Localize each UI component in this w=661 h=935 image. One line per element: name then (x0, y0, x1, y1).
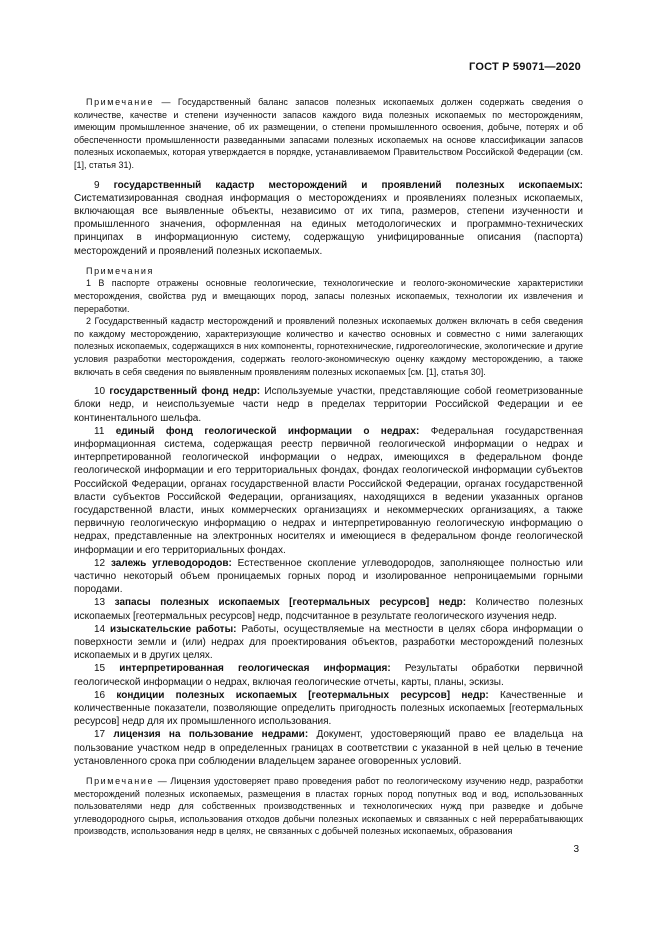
term-definition: Документ, удостоверяющий право ее владельца на пользование участком недр в определенных границах в соответствии с указанной в ней целью в течение установленного срока при соблюдении владельцем заранее оговоренных условий. (74, 729, 583, 767)
document-code: ГОСТ Р 59071—2020 (469, 61, 581, 73)
term-17 (74, 728, 583, 768)
term-number: 14 (94, 623, 106, 635)
page-number: 3 (573, 844, 579, 855)
term-name: изыскательские работы: (110, 623, 237, 635)
note-text: — Государственный баланс запасов полезных ископаемых должен содержать сведения о количестве, качестве и степени изученности запасов каждого вида полезных ископаемых по месторождениям, имеющим промышленное значение, об их размещении, о степени промышленного освоения, добыче, потерях и об обеспеченности промышленности разведанными запасами полезных ископаемых на основе классификации запасов полезных ископаемых, которая утверждается в порядке, устанавливаемом Правительством Российской Федерации (см. [1], статья 31). (74, 97, 583, 170)
term-number: 16 (94, 689, 106, 701)
note-item-1: 1 В паспорте отражены основные геологические, технологические и геолого-экономические характеристики месторождения, свойства руд и вмещающих пород, запасы полезных ископаемых, технологии их извлечения и переработки. (74, 278, 583, 314)
term-name: лицензия на пользование недрами: (113, 729, 309, 741)
document-body (74, 96, 583, 845)
term-number: 9 (94, 179, 100, 191)
term-name: интерпретированная геологическая информация: (119, 663, 391, 675)
term-definition: Количество полезных ископаемых [геотермальных ресурсов] недр, подсчитанное в результате геологического изучения недр. (74, 597, 583, 622)
note-item-2: 2 Государственный кадастр месторождений и проявлений полезных ископаемых должен включать в себя сведения по каждому месторождению, характеризующие количество и качество основных и совместно с ними залегающих полезных ископаемых, содержащихся в них компоненты, горнотехнические, гидрогеологические, экологические и другие условия разработки месторождения, содержать геолого-экономическую оценку каждому месторождению, а также включать в себя сведения по выявленным проявлениям полезных ископаемых [см. [1], статья 30]. (74, 316, 583, 377)
term-10 (74, 385, 583, 425)
term-definition: Работы, осуществляемые на местности в целях сбора информации о поверхности земли и (или) недрах для проектирования объектов, разработки месторождений полезных ископаемых и в других целях. (74, 623, 584, 662)
note-label: Примечание (86, 776, 155, 787)
term-14 (74, 623, 583, 663)
term-name: единый фонд геологической информации о недрах: (115, 425, 420, 437)
note-top (74, 96, 583, 172)
term-definition: Результаты обработки первичной геологической информации о недрах, включая геологические отчеты, карты, планы, эскизы. (74, 663, 584, 688)
term-12 (74, 557, 583, 597)
term-name: залежь углеводородов: (110, 557, 232, 569)
term-15 (74, 662, 583, 688)
term-number: 17 (94, 729, 106, 741)
term-name: государственный фонд недр: (109, 386, 261, 398)
note-label: Примечание (86, 97, 155, 107)
term-number: 15 (94, 663, 106, 675)
term-number: 12 (94, 557, 106, 569)
term-definition: Естественное скопление углеводородов, заполняющее полностью или частично некоторый объем проницаемых горных пород и изолированное непроницаемыми горными породами. (74, 557, 584, 596)
term-name: государственный кадастр месторождений и проявлений полезных ископаемых: (113, 179, 583, 191)
term-9 (74, 179, 583, 258)
term-name: запасы полезных ископаемых [геотермальных ресурсов] недр: (114, 597, 467, 609)
note-bottom (74, 775, 583, 838)
term-definition: Федеральная государственная информационная система, содержащая реестр первичной геологической информации о недрах и интерпретированной геологической информации о недрах, имеющихся в федеральном фонде геологической информации и его территориальных фондах, фондах геологической информации субъектов Российской Федерации, органах государственной власти Российской Федерации, органах государственной власти субъектов Российской Федерации, организациях, находящихся в ведении указанных органов государственной власти, иных коммерческих организациях и некоммерческих организациях, а также первичную геологическую информацию о недрах и интерпретированную геологическую информацию о недрах, представленные на электронных носителях и имеющиеся в федеральном фонде геологической информации и его территориальных фондах. (74, 425, 584, 556)
term-definition: Используемые участки, представляющие собой геометризованные блоки недр, и неиспользуемые части недр в пределах территории Российской Федерации и ее континентального шельфа. (74, 386, 584, 424)
term-number: 11 (94, 425, 105, 437)
term-definition: Систематизированная сводная информация о месторождениях и проявлениях полезных ископаемых, включающая все выявленные объекты, независимо от их типа, размеров, степени изученности и промышленного значения, оформленная на единых методологических и программно-технических принципах в информационную систему, содержащую унифицированные описания (паспорта) месторождений и проявлений полезных ископаемых. (74, 192, 583, 257)
term-16 (74, 689, 583, 729)
term-13 (74, 596, 583, 622)
note-text: — Лицензия удостоверяет право проведения работ по геологическому изучению недр, разработки месторождений полезных ископаемых, размещения в пластах горных пород попутных вод и вод, использованных пользователями недр для собственных производственных и технологических нужд при разведке и добыче углеводородного сырья, использования отходов добычи полезных ископаемых и связанных с ней перерабатывающих производств, использования недр в целях, не связанных с добычей полезных ископаемых, образования (74, 776, 583, 837)
term-definition: Качественные и количественные показатели, позволяющие определить пригодность полезных ископаемых [геотермальных ресурсов] недр для их промышленного использования. (74, 689, 583, 728)
term-number: 13 (94, 597, 106, 609)
term-number: 10 (94, 386, 106, 398)
term-name: кондиции полезных ископаемых [геотермальных ресурсов] недр: (116, 689, 489, 701)
notes-label: Примечания (86, 265, 154, 276)
term-11 (74, 425, 583, 557)
